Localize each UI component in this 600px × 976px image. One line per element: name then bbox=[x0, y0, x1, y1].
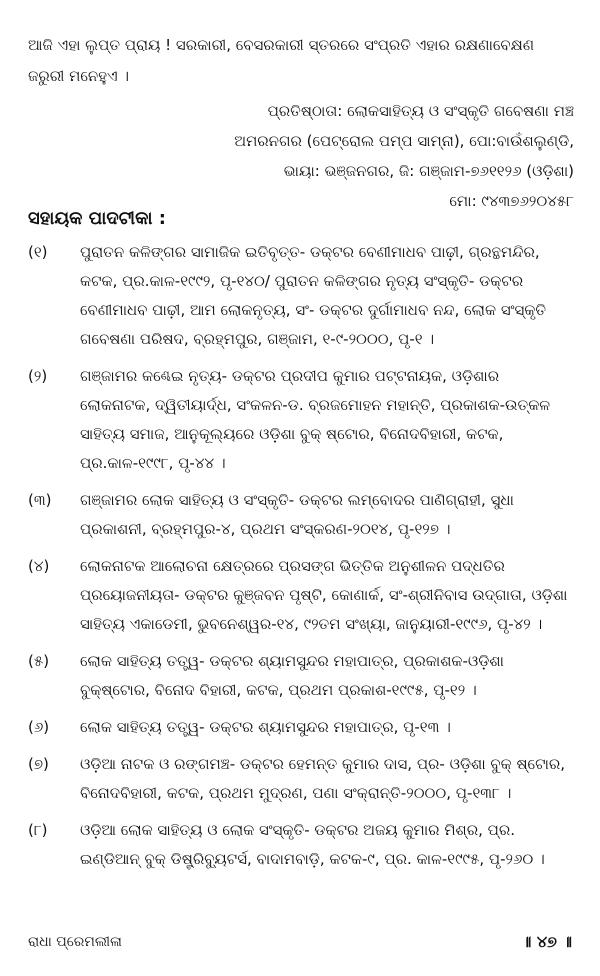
footnote-item bbox=[28, 750, 574, 808]
footnote-number: (୮) bbox=[28, 821, 48, 839]
intro-paragraph: ଆଜି ଏହା ଲୁପ୍ତ ପ୍ରାୟ ! ସରକାରୀ, ବେସରକାରୀ ସ୍ତରରେ ସଂପ୍ରତି ଏହାର ରକ୍ଷଣାବେକ୍ଷଣ ଜରୁରୀ ମନେହୁଏ । bbox=[28, 36, 535, 85]
address-line-district: ଭାୟା: ଭଞ୍ଜନଗର, ଜି: ଗଞ୍ଜାମ-୭୬୧୧୨୬ (ଓଡ଼ିଶା) bbox=[283, 162, 574, 180]
footnote-text: ଲୋକ ସାହିତ୍ୟ ତତ୍ତ୍ୱ- ଡକ୍ଟର ଶ୍ୟାମସୁନ୍ଦର ମହାପାତ୍ର, ପ୍ରକାଶକ-ଓଡ଼ିଶା ବୁକ୍‌ଷ୍ଟୋର, ବିନୋଦ ବିହାରୀ, କଟକ, ପ୍ରଥମ ପ୍ରକାଶ-୧୯୯୫, ପୃ-୧୨ । bbox=[80, 652, 504, 699]
page-number: ॥ ୪୭ ॥ bbox=[521, 932, 572, 951]
footnote-text: ଗଞ୍ଜାମର ଲୋକ ସାହିତ୍ୟ ଓ ସଂସ୍କୃତି- ଡକ୍ଟର ଲମ୍ବୋଦର ପାଣିଗ୍ରାହୀ, ସୁଧା ପ୍ରକାଶନୀ, ବ୍ରହ୍ମପୁର-୪, ପ୍ରଥମ ସଂସ୍କରଣ-୨୦୧୪, ପୃ-୧୨୭ । bbox=[80, 491, 514, 538]
footnotes-list bbox=[28, 238, 574, 882]
footnote-number: (୫) bbox=[28, 652, 50, 670]
footnote-item bbox=[28, 238, 574, 354]
address-line-founder: ପ୍ରତିଷ୍ଠାତା: ଲୋକସାହିତ୍ୟ ଓ ସଂସ୍କୃତି ଗବେଷଣା ମଞ୍ଚ bbox=[267, 102, 574, 120]
footnote-text: ଗଞ୍ଜାମର କଣ୍ଢେଇ ନୃତ୍ୟ- ଡକ୍ଟର ପ୍ରଦୀପ କୁମାର ପଟ୍ଟନାୟକ, ଓଡ଼ିଶାର ଲୋକନାଟକ, ଦ୍ୱିତୀୟାର୍ଦ୍ଧ, ସଂକଳନ-ଡ. ବ୍ରଜମୋହନ ମହାନ୍ତି, ପ୍ରକାଶକ-ଉତ୍କଳ ସାହିତ୍ୟ ସମାଜ, ଆନୁକୂଲ୍ୟରେ ଓଡ଼ିଶା ବୁକ୍ ଷ୍ଟୋର, ବିନୋଦବିହାରୀ, କଟକ, ପ୍ର.କାଳ-୧୯୯୮, ପୃ-୪୪ । bbox=[80, 367, 551, 472]
footnote-number: (୧) bbox=[28, 243, 48, 261]
footnote-number: (୬) bbox=[28, 718, 50, 736]
running-footer-title: ରାଧା ପ୍ରେମଲୀଳା bbox=[28, 934, 122, 950]
footnote-text: ଓଡ଼ିଆ ଲୋକ ସାହିତ୍ୟ ଓ ଲୋକ ସଂସ୍କୃତି- ଡକ୍ଟର ଅଜୟ କୁମାର ମିଶ୍ର, ପ୍ର. ଇଣ୍ଡିଆନ୍ ବୁକ୍ ଡିଷ୍ଟ୍ରିବ୍ୟୁଟର୍ସ, ବାଦାମବାଡ଼ି, କଟକ-୯, ପ୍ର. କାଳ-୧୯୯୫, ପୃ-୨୬୦ । bbox=[80, 821, 545, 868]
footnote-text: ପୁରାତନ କଳିଙ୍ଗର ସାମାଜିକ ଇତିବୃତ୍ତ- ଡକ୍ଟର ବେଣୀମାଧବ ପାଢ଼ୀ, ଗ୍ରନ୍ଥମନ୍ଦିର, କଟକ, ପ୍ର.କାଳ-୧୯୯୨, ପୃ-୧୪୦/ ପୁରାତନ କଳିଙ୍ଗର ନୃତ୍ୟ ସଂସ୍କୃତି- ଡକ୍ଟର ବେଣୀମାଧବ ପାଢ଼ୀ, ଆମ ଲୋକନୃତ୍ୟ, ସଂ- ଡକ୍ଟର ଦୁର୍ଗାମାଧବ ନନ୍ଦ, ଲୋକ ସଂସ୍କୃତି ଗବେଷଣା ପରିଷଦ, ବ୍ରହ୍ମପୁର, ଗଞ୍ଜାମ, ୧-୯-୨୦୦୦, ପୃ-୧ । bbox=[80, 243, 547, 348]
footnote-text: ଲୋକନାଟକ ଆଲୋଚନା କ୍ଷେତ୍ରରେ ପ୍ରସଙ୍ଗ ଭିତ୍ତିକ ଅନୁଶୀଳନ ପଦ୍ଧତିର ପ୍ରୟୋଜନୀୟତା- ଡକ୍ଟର କୁଞ୍ଜବନ ପୃଷ୍ଟି, କୋଣାର୍କ, ସଂ-ଶ୍ରୀନିବାସ ଉଦ୍‌ଗାତା, ଓଡ଼ିଶା ସାହିତ୍ୟ ଏକାଡେମୀ, ଭୁବନେଶ୍ୱର-୧୪, ୯୨ତମ ସଂଖ୍ୟା, ଜାନୁୟାରୀ-୧୯୯୬, ପୃ-୪୨ । bbox=[80, 557, 568, 633]
footnote-item bbox=[28, 552, 574, 639]
address-line-mobile: ମୋ: ୯୪୩୭୬୨୦୪୫୮ bbox=[449, 192, 574, 210]
footnote-number: (୩) bbox=[28, 491, 52, 509]
footnote-item bbox=[28, 816, 574, 874]
footnote-number: (୨) bbox=[28, 367, 48, 385]
footnote-text: ଲୋକ ସାହିତ୍ୟ ତତ୍ତ୍ୱ- ଡକ୍ଟର ଶ୍ୟାମସୁନ୍ଦର ମହାପାତ୍ର, ପୃ-୧୩ । bbox=[80, 718, 451, 736]
footnote-text: ଓଡ଼ିଆ ନାଟକ ଓ ରଙ୍ଗମଞ୍ଚ- ଡକ୍ଟର ହେମନ୍ତ କୁମାର ଦାସ, ପ୍ର- ଓଡ଼ିଶା ବୁକ୍ ଷ୍ଟୋର, ବିନୋଦବିହାରୀ, କଟକ, ପ୍ରଥମ ମୁଦ୍ରଣ, ପଣା ସଂକ୍ରାନ୍ତି-୨୦୦୦, ପୃ-୧୩୮ । bbox=[80, 755, 566, 802]
footnote-number: (୪) bbox=[28, 557, 50, 575]
footnote-item bbox=[28, 647, 574, 705]
author-address-block bbox=[174, 96, 574, 216]
footnote-item bbox=[28, 362, 574, 478]
footnote-number: (୭) bbox=[28, 755, 49, 773]
address-line-location: ଅମରନଗର (ପେଟ୍ରୋଲ ପମ୍ପ ସାମ୍ନା), ପୋ:ବାଉଁଶଲୁଣ୍ଡି, bbox=[234, 132, 574, 150]
footnotes-heading: ସହାୟକ ପାଦଟୀକା : bbox=[28, 208, 166, 229]
footnote-item bbox=[28, 486, 574, 544]
footnote-item bbox=[28, 713, 574, 742]
